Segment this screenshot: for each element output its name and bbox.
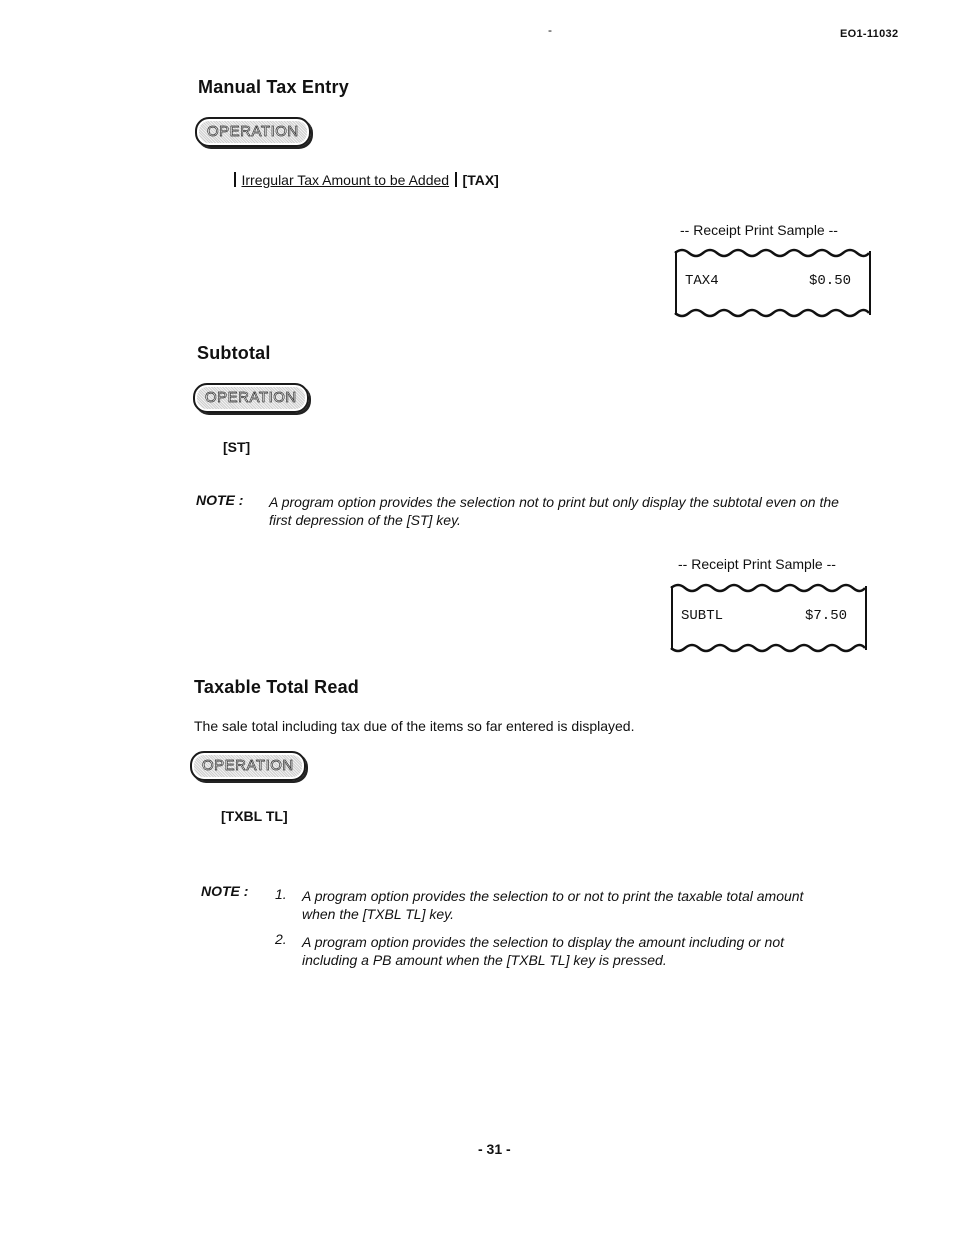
note-label: NOTE : [201,883,249,899]
section-title-subtotal: Subtotal [197,343,271,363]
note-number: 1. [275,886,287,902]
document-id: EO1-11032 [840,28,899,40]
st-key: [ST] [223,439,251,455]
receipt-label: TAX4 [685,273,719,289]
page-number: - 31 - [478,1141,511,1157]
receipt-value: $7.50 [804,608,847,624]
receipt-caption: -- Receipt Print Sample -- [678,556,836,572]
section-title-taxable-total: Taxable Total Read [194,677,359,697]
note-text: A program option provides the selection not to print but only display the subtotal even on the first depression of the [ST] key. [269,494,839,528]
operation-badge: OPERATION [193,383,309,413]
operation-badge: OPERATION [190,751,306,781]
tax-key: [TAX] [462,172,499,188]
receipt-label: SUBTL [681,608,724,624]
operation-badge: OPERATION [195,117,311,147]
note-label: NOTE : [196,492,244,508]
note-item-1: A program option provides the selection to or not to print the taxable total amount when the [TXBL TL] key. [302,888,804,922]
receipt-sample-subtotal [669,582,869,654]
key-sequence-manual-tax [228,172,499,188]
receipt-sample-tax [673,247,873,319]
header-mark: - [548,23,552,37]
input-description: Irregular Tax Amount to be Added [241,172,450,188]
txbl-tl-key: [TXBL TL] [221,808,288,824]
section-title-manual-tax: Manual Tax Entry [198,77,349,97]
note-item-2: A program option provides the selection to display the amount including or not including a PB amount when the [TXBL TL] key is pressed. [302,934,784,968]
separator-bar [455,172,457,187]
receipt-value: $0.50 [808,273,851,289]
section-description: The sale total including tax due of the items so far entered is displayed. [194,718,635,734]
receipt-caption: -- Receipt Print Sample -- [680,222,838,238]
note-number: 2. [275,931,287,947]
separator-bar [234,172,236,187]
